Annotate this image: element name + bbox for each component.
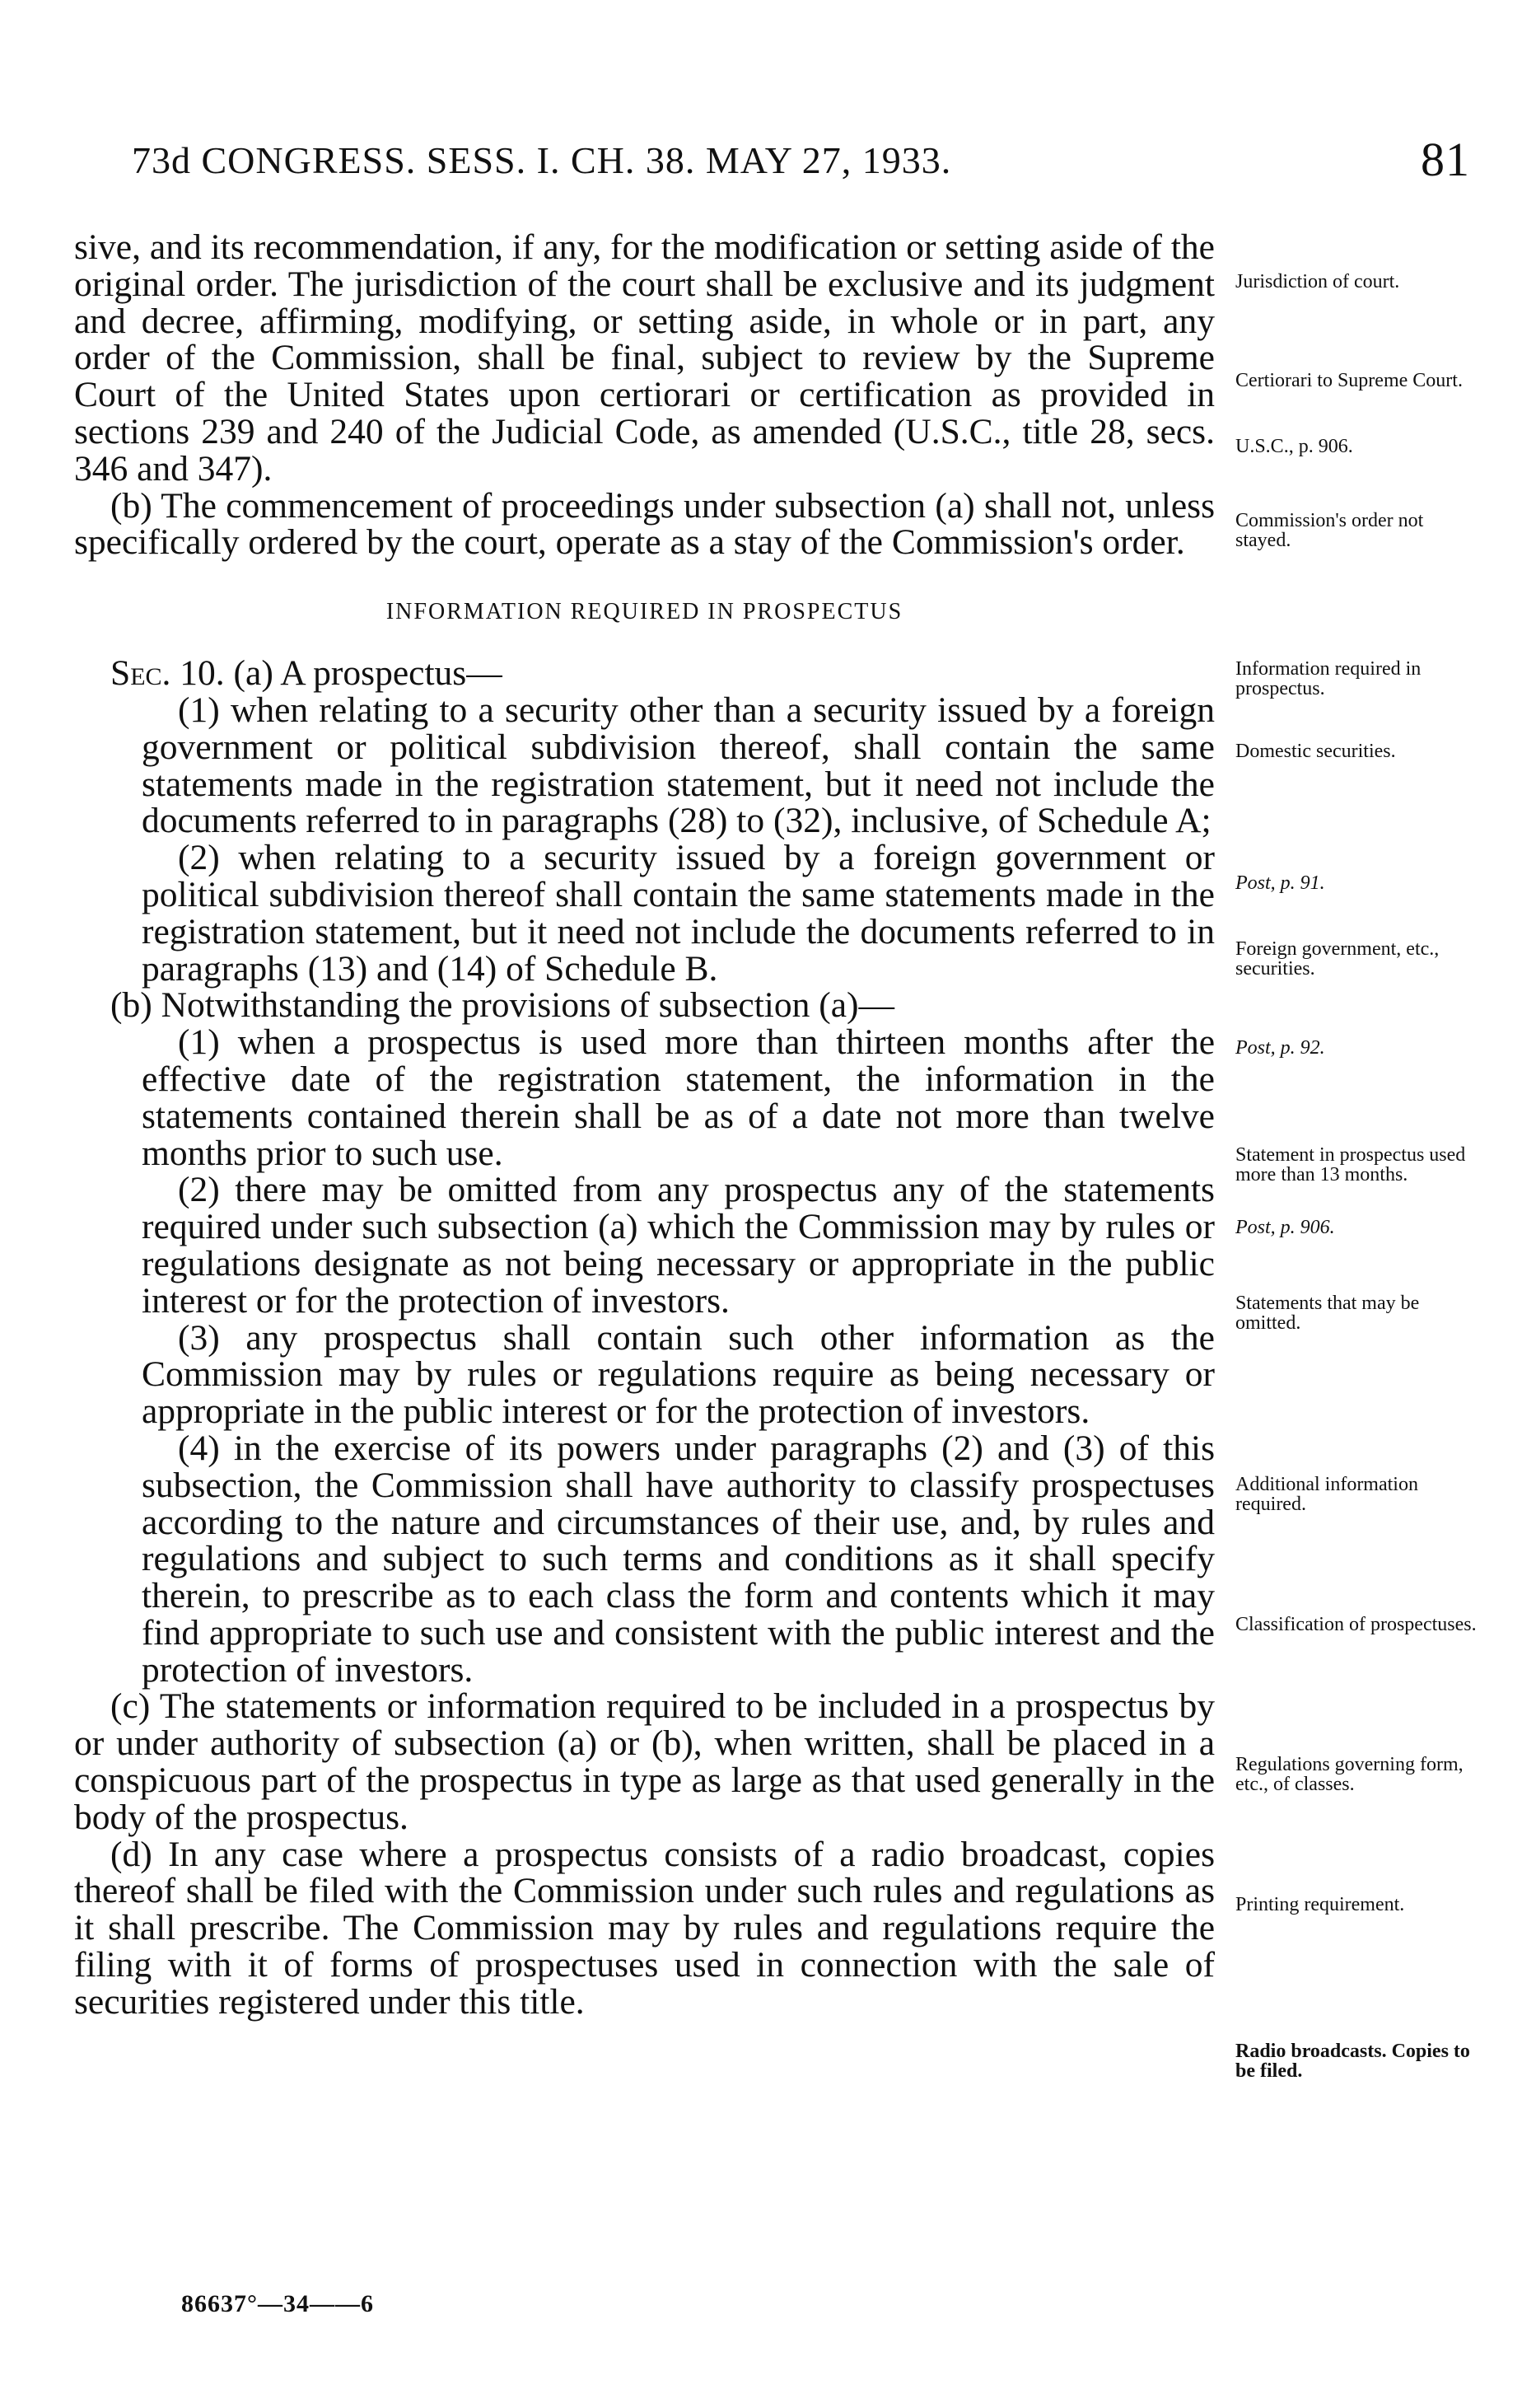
margin-note-additional: Additional information required. <box>1235 1474 1418 1515</box>
page-header <box>132 133 1470 196</box>
clause-a2: (2) when relating to a security issued by a foreign government or political subdivision thereof shall contain the same statements made in the registration statement, but it need not include the documents referred to in paragraphs (13) and (14) of Schedule B. <box>142 838 1215 989</box>
margin-note-statement-13mo: Statement in prospectus used more than 13 months. <box>1235 1144 1466 1185</box>
page-number: 81 <box>1421 133 1470 186</box>
margin-note-post-906: Post, p. 906. <box>1235 1217 1335 1238</box>
subsection-b-intro: (b) Notwithstanding the provisions of subsection (a)— <box>110 985 895 1026</box>
margin-note-regulations: Regulations governing form, etc., of classes. <box>1235 1754 1464 1795</box>
paragraph-subsection-b: (b) The commencement of proceedings under subsection (a) shall not, unless specifically ordered by the court, operate as a stay of the Commission's order. <box>74 485 1215 563</box>
clause-b4: (4) in the exercise of its powers under paragraphs (2) and (3) of this subsection, the Commission shall have authority to classify prospectuses according to the nature and circumstances of their use, and, by rules and regulations and subject to such terms and conditions as it shall specify therein, to prescribe as to each class the form and contents which it may find appropriate to such use and consistent with the public interest and the protection of investors. <box>142 1428 1215 1690</box>
paragraph-continuation: sive, and its recommendation, if any, for the modification or setting aside of the original order. The jurisdiction of the court shall be exclusive and its judgment and decree, affirming, modifying, or setting aside, in whole or in part, any order of the Commission, shall be final, subject to review by the Supreme Court of the United States upon certiorari or certification as provided in sections 239 and 240 of the Judicial Code, as amended (U.S.C., title 28, secs. 346 and 347). <box>74 227 1215 489</box>
margin-note-domestic: Domestic securities. <box>1235 741 1396 762</box>
margin-note-order-not-stayed: Commission's order not stayed. <box>1235 510 1424 551</box>
clause-a1: (1) when relating to a security other than a security issued by a foreign government or political subdivision thereof, shall contain the same statements made in the registration statement, but it need not include the documents referred to in paragraphs (28) to (32), inclusive, of Schedule A; <box>142 690 1215 841</box>
margin-note-usc: U.S.C., p. 906. <box>1235 436 1353 457</box>
margin-note-post-92: Post, p. 92. <box>1235 1037 1325 1059</box>
printer-imprint: 86637°—34——6 <box>181 2290 374 2317</box>
margin-note-jurisdiction: Jurisdiction of court. <box>1235 271 1400 292</box>
subsection-d: (d) In any case where a prospectus consists of a radio broadcast, copies thereof shall be filed with the Commission under such rules and regulations as it shall prescribe. The Commission may by rules and regulations require the filing with it of forms of prospectuses used in connection with the sale of securities registered under this title. <box>74 1834 1215 2022</box>
margin-note-post-91: Post, p. 91. <box>1235 872 1325 894</box>
running-head: 73d CONGRESS. SESS. I. CH. 38. MAY 27, 1933. <box>132 139 952 181</box>
clause-b1: (1) when a prospectus is used more than thirteen months after the effective date of the registration statement, the information in the statements contained therein shall be as of a date not more than twelve months prior to such use. <box>142 1022 1215 1173</box>
margin-note-classification: Classification of prospectuses. <box>1235 1614 1477 1635</box>
subsection-c: (c) The statements or information required to be included in a prospectus by or under authority of subsection (a) or (b), when written, shall be placed in a conspicuous part of the prospectus in type as large as that used generally in the body of the prospectus. <box>74 1686 1215 1837</box>
margin-note-certiorari: Certiorari to Supreme Court. <box>1235 370 1463 391</box>
margin-note-radio: Radio broadcasts. Copies to be filed. <box>1235 2041 1470 2082</box>
margin-note-foreign: Foreign government, etc., securities. <box>1235 938 1440 980</box>
section-10-intro <box>74 655 1215 692</box>
section-heading: INFORMATION REQUIRED IN PROSPECTUS <box>385 599 903 625</box>
section-label: Sec. 10. <box>110 653 225 694</box>
margin-note-printing: Printing requirement. <box>1235 1894 1405 1915</box>
clause-b3: (3) any prospectus shall contain such other information as the Commission may by rules or regulations require as being necessary or appropriate in the public interest or for the protection of investors. <box>142 1317 1215 1432</box>
margin-note-omitted: Statements that may be omitted. <box>1235 1293 1420 1334</box>
clause-b2: (2) there may be omitted from any prospectus any of the statements required under such subsection (a) which the Commission may by rules or regulations designate as not being necessary or appropriate in the public interest or for the protection of investors. <box>142 1170 1215 1321</box>
section-10-a-intro: (a) A prospectus— <box>233 653 502 694</box>
margin-note-info-required: Information required in prospectus. <box>1235 658 1422 699</box>
body-text <box>74 229 1215 2021</box>
